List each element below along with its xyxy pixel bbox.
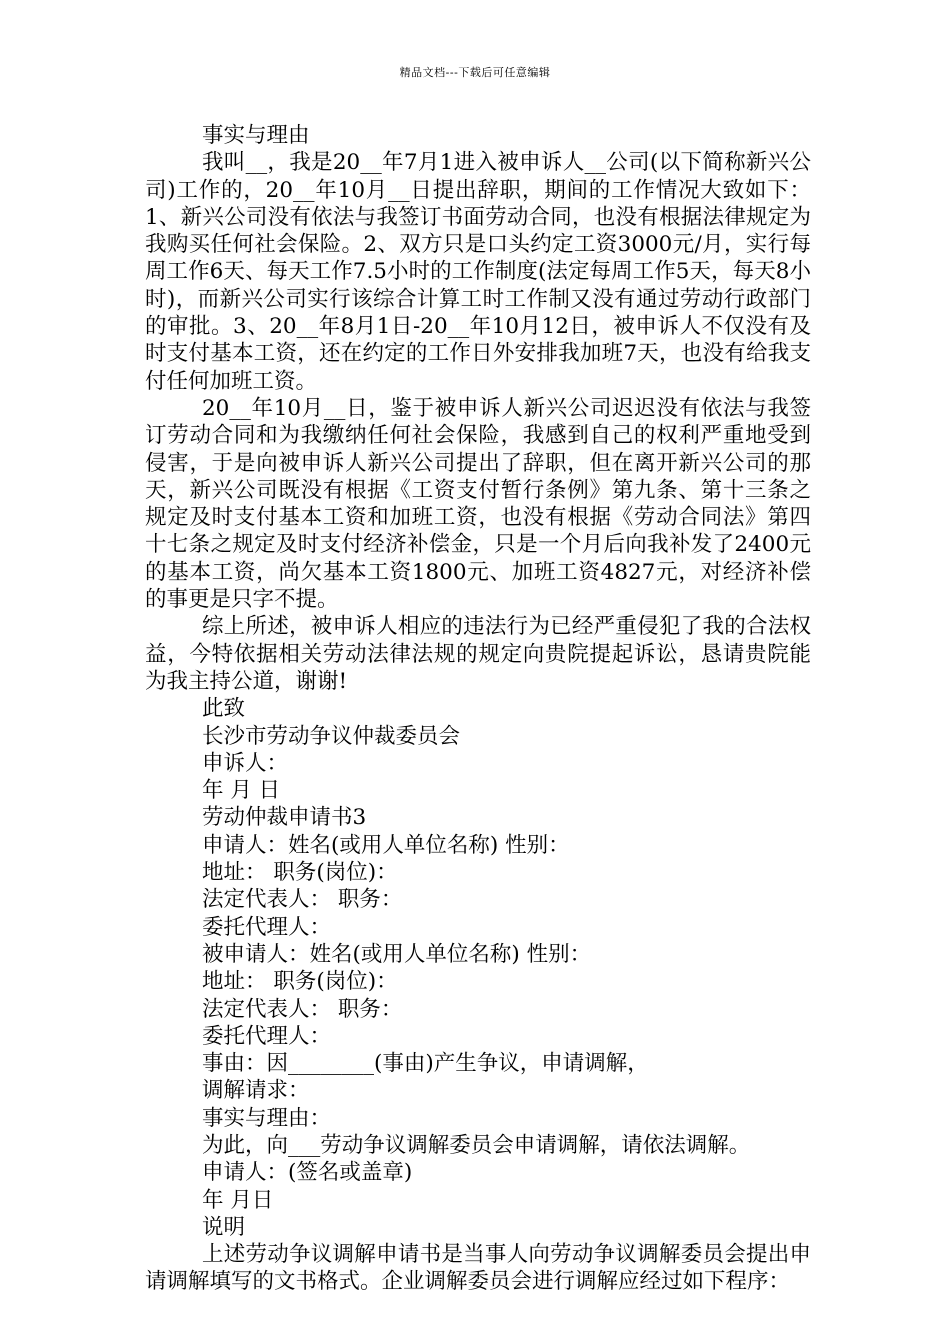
paragraph: 法定代表人： 职务： [202,887,403,913]
paragraph: 长沙市劳动争议仲裁委员会 [202,723,461,749]
paragraph: 申请人：姓名(或用人单位名称) 性别： [202,832,570,858]
paragraph: 申诉人： [202,750,289,776]
paragraph: 委托代理人： [202,914,332,940]
paragraph: 年 月 日 [202,778,281,804]
paragraph: 劳动仲裁申请书3 [202,805,367,831]
paragraph: 事由：因________(事由)产生争议，申请调解， [202,1051,649,1077]
document-body [145,122,811,1296]
paragraph: 事实与理由： [202,1105,332,1131]
paragraph: 被申请人：姓名(或用人单位名称) 性别： [202,941,592,967]
paragraph: 事实与理由 [202,123,310,148]
paragraph: 申请人：(签名或盖章) [202,1160,413,1186]
paragraph: 法定代表人： 职务： [202,996,403,1022]
paragraph: 年 月日 [202,1187,274,1213]
paragraph: 综上所述，被申诉人相应的违法行为已经严重侵犯了我的合法权益，今特依据相关劳动法律法规的规定向贵院提起诉讼，恳请贵院能为我主持公道，谢谢! [145,614,811,694]
paragraph: 地址： 职务(岗位)： [202,969,398,995]
paragraph: 地址： 职务(岗位)： [202,860,398,886]
paragraph: 我叫__，我是20__年7月1进入被申诉人__公司(以下简称新兴公司)工作的，20__年10月__日提出辞职，期间的工作情况大致如下：1、新兴公司没有依法与我签订书面劳动合同，也没有根据法律规定为我购买任何社会保险。2、双方只是口头约定工资3000元/月，实行每周工作6天、每天工作7.5小时的工作制度(法定每周工作5天，每天8小时)，而新兴公司实行该综合计算工时工作制又没有通过劳动行政部门的审批。3、20__年8月1日-20__年10月12日，被申诉人不仅没有及时支付基本工资，还在约定的工作日外安排我加班7天，也没有给我支付任何加班工资。 [145,150,811,394]
paragraph: 委托代理人： [202,1023,332,1049]
paragraph: 调解请求： [202,1078,310,1104]
page-header: 精品文档---下载后可任意编辑 [399,66,551,79]
paragraph: 为此，向___劳动争议调解委员会申请调解，请依法调解。 [202,1132,751,1158]
paragraph: 上述劳动争议调解申请书是当事人向劳动争议调解委员会提出申请调解填写的文书格式。企业调解委员会进行调解应经过如下程序： [145,1242,811,1295]
paragraph: 20__年10月__日，鉴于被申诉人新兴公司迟迟没有依法与我签订劳动合同和为我缴纳任何社会保险，我感到自己的权利严重地受到侵害，于是向被申诉人新兴公司提出了辞职，但在离开新兴公司的那天，新兴公司既没有根据《工资支付暂行条例》第九条、第十三条之规定及时支付基本工资和加班工资，也没有根据《劳动合同法》第四十七条之规定及时支付经济补偿金，只是一个月后向我补发了2400元的基本工资，尚欠基本工资1800元、加班工资4827元，对经济补偿的事更是只字不提。 [145,395,811,613]
paragraph: 此致 [202,696,246,722]
paragraph: 说明 [202,1214,246,1240]
